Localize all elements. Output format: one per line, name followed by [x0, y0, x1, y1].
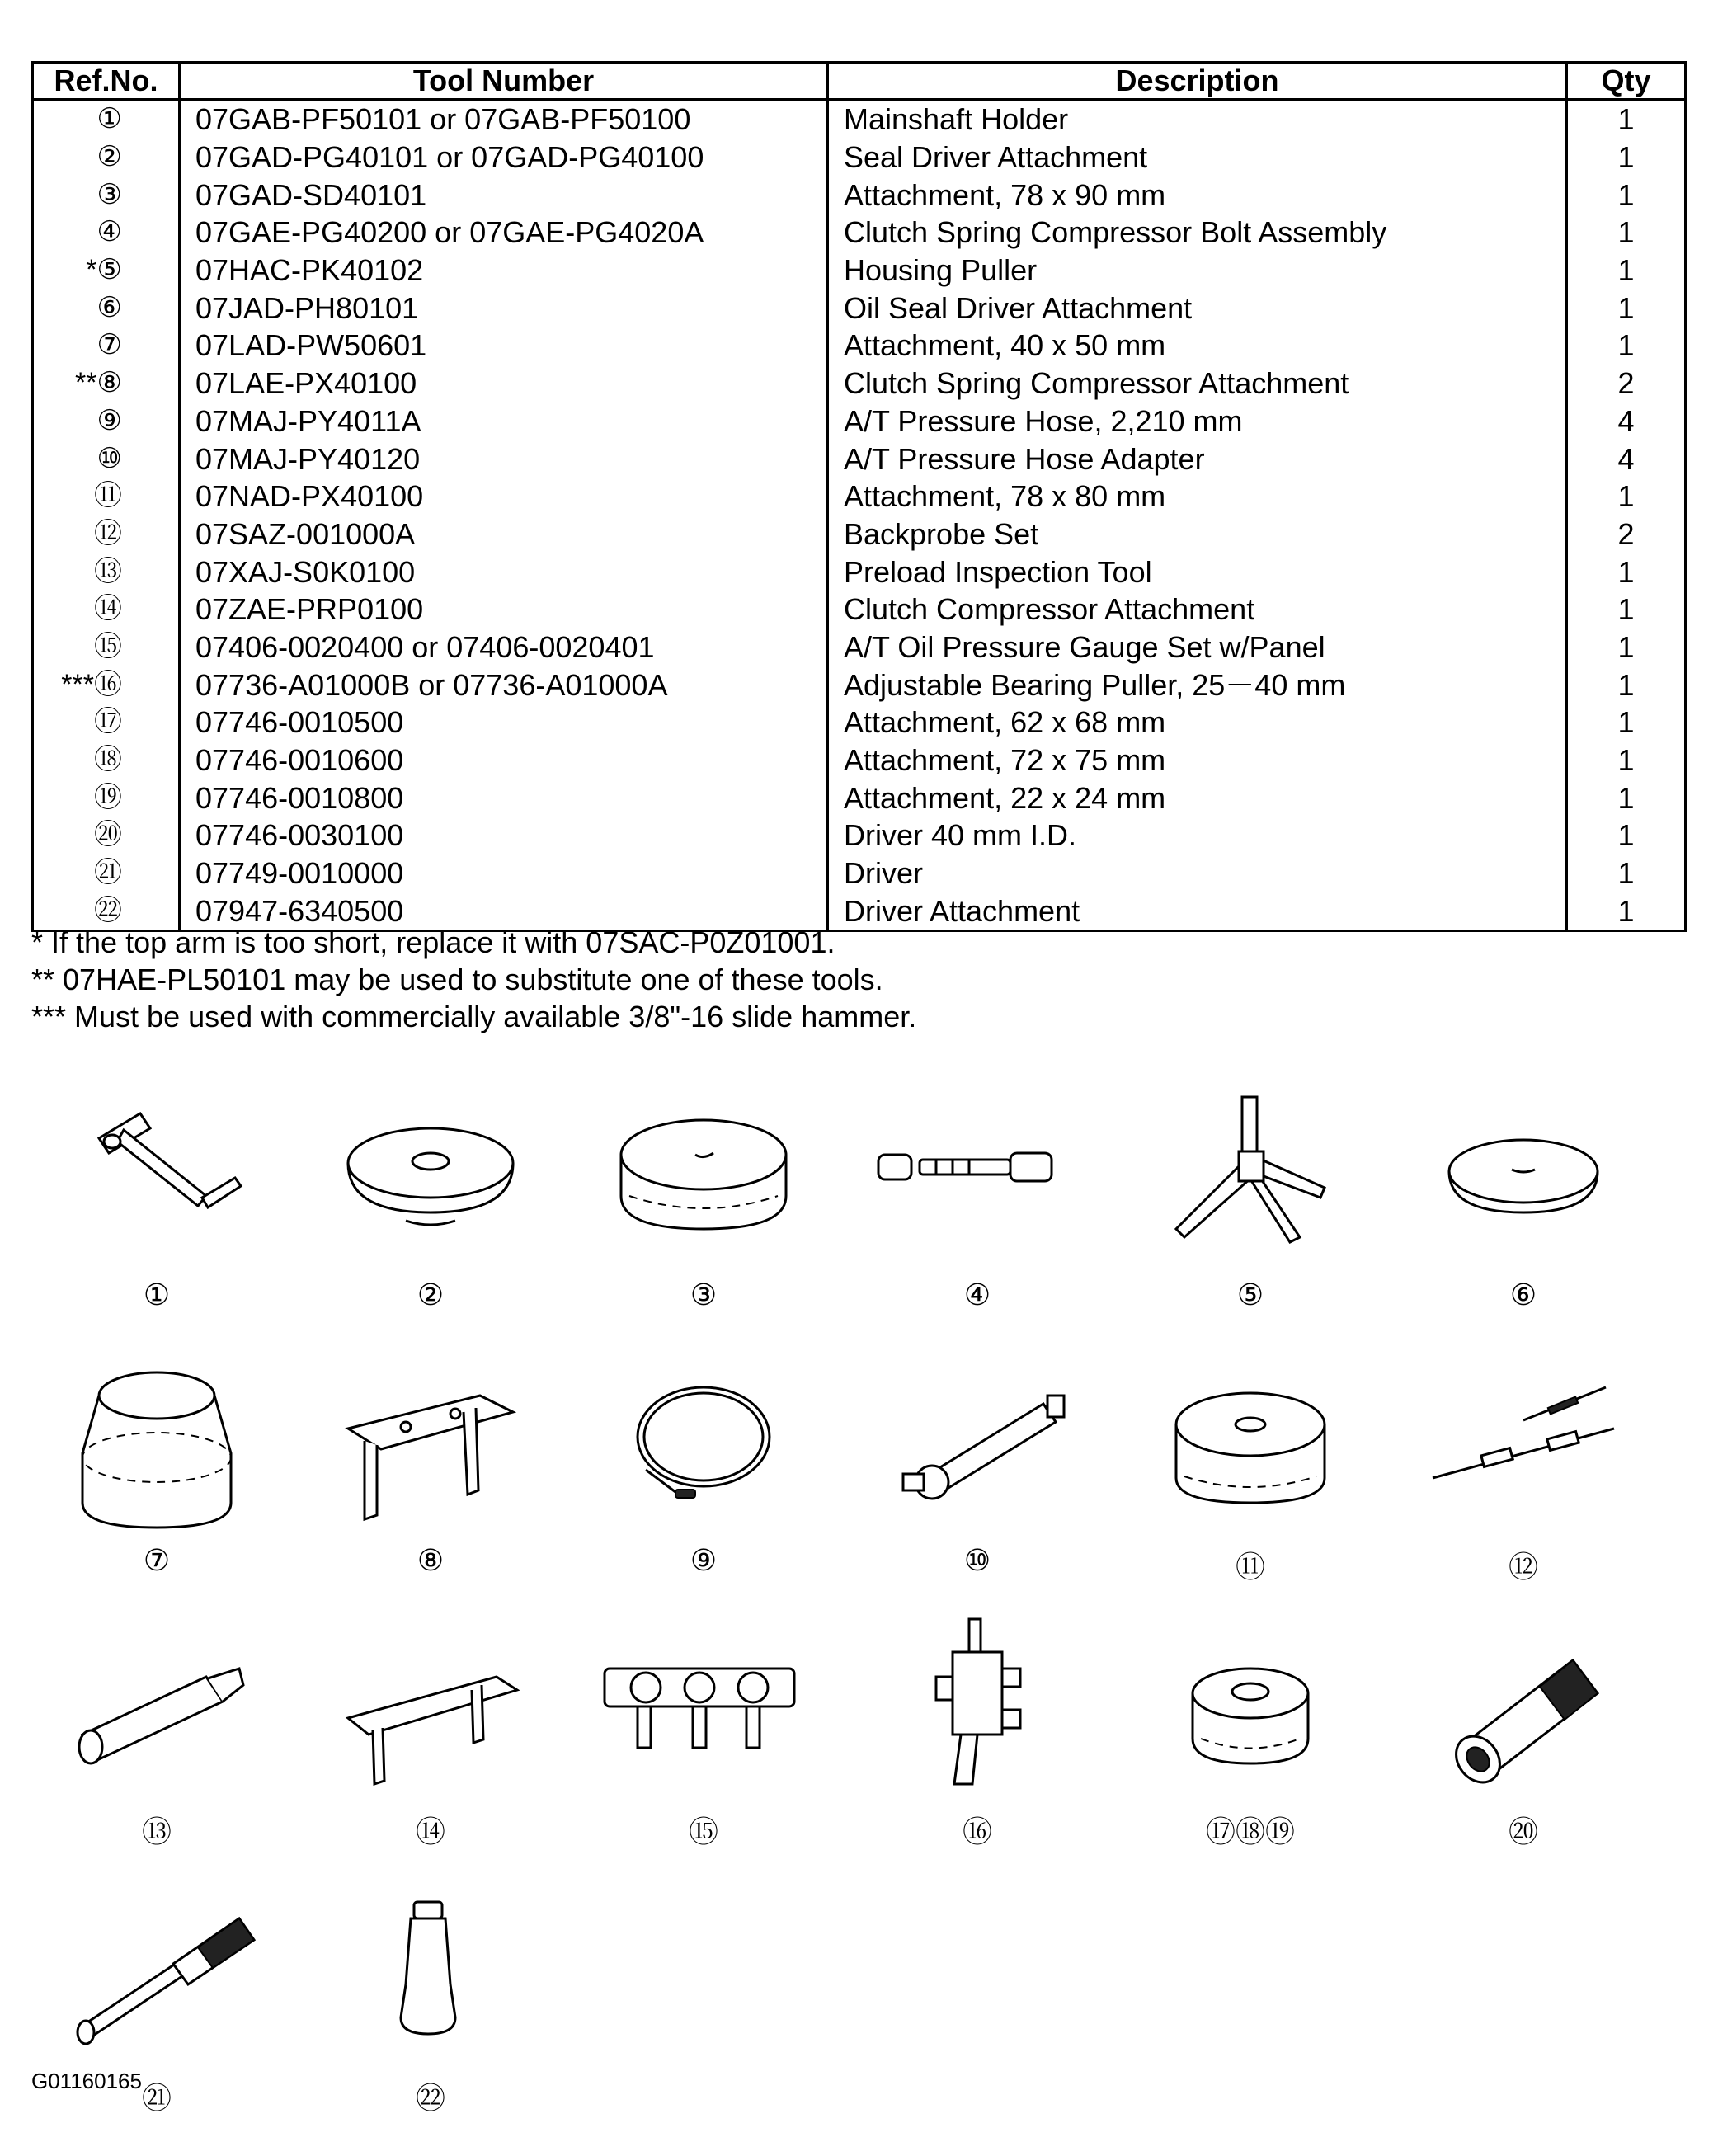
tool-number-cell: 07NAD-PX40100	[180, 478, 828, 515]
ref-no-cell: ①	[33, 100, 180, 139]
table-row	[33, 176, 1686, 214]
tool-illustration	[307, 1877, 554, 2116]
ref-no-cell: ㉑	[33, 854, 180, 892]
description-cell: Driver 40 mm I.D.	[828, 817, 1567, 854]
tool-number-cell: 07746-0010500	[180, 704, 828, 741]
tool-illustration	[854, 1346, 1101, 1585]
description-cell: Oil Seal Driver Attachment	[828, 289, 1567, 327]
ref-no-cell: ⑮	[33, 628, 180, 666]
illustration-ref-label: ⑳	[1508, 1815, 1538, 1849]
ref-no-cell: ***⑯	[33, 666, 180, 704]
ref-no-cell: ⑪	[33, 478, 180, 515]
description-cell: Adjustable Bearing Puller, 25－40 mm	[828, 666, 1567, 704]
tool-illustration	[1400, 1611, 1647, 1850]
table-row	[33, 591, 1686, 628]
qty-cell: 1	[1567, 139, 1686, 177]
table-row	[33, 365, 1686, 402]
table-row	[33, 214, 1686, 252]
tool-illustration	[1127, 1611, 1374, 1850]
tool-number-cell: 07GAB-PF50101 or 07GAB-PF50100	[180, 100, 828, 139]
table-row	[33, 628, 1686, 666]
tool-illustration	[580, 1080, 827, 1320]
illustration-ref-label: ㉑	[141, 2082, 172, 2116]
tool-illustration	[33, 1080, 280, 1320]
qty-cell: 1	[1567, 176, 1686, 214]
qty-cell: 1	[1567, 327, 1686, 365]
illustration-ref-label: ⑧	[417, 1544, 445, 1578]
tool-illustration	[580, 1611, 827, 1850]
illustration-ref-label: ⑤	[1236, 1278, 1264, 1312]
tool-number-cell: 07746-0030100	[180, 817, 828, 854]
qty-cell: 1	[1567, 289, 1686, 327]
table-row	[33, 327, 1686, 365]
illustration-ref-label: ①	[143, 1278, 171, 1312]
illustration-ref-label: ⑦	[143, 1544, 171, 1578]
qty-cell: 1	[1567, 252, 1686, 290]
illustration-ref-label: ②	[417, 1278, 445, 1312]
tool-number-cell: 07LAE-PX40100	[180, 365, 828, 402]
illustration-ref-label: ④	[963, 1278, 991, 1312]
ref-no-cell: ⑫	[33, 515, 180, 553]
tool-illustration	[33, 1346, 280, 1585]
qty-cell: 1	[1567, 854, 1686, 892]
ref-no-cell: ㉒	[33, 892, 180, 930]
description-cell: Seal Driver Attachment	[828, 139, 1567, 177]
table-row	[33, 252, 1686, 290]
description-cell: A/T Pressure Hose Adapter	[828, 440, 1567, 478]
qty-cell: 2	[1567, 515, 1686, 553]
ref-no-cell: ②	[33, 139, 180, 177]
tool-illustration	[307, 1080, 554, 1320]
tool-illustration	[33, 1611, 280, 1850]
tool-number-cell: 07XAJ-S0K0100	[180, 553, 828, 591]
qty-cell: 1	[1567, 214, 1686, 252]
tool-illustration	[1127, 1346, 1374, 1585]
ref-no-cell: ⑭	[33, 591, 180, 628]
header-ref-no: Ref.No.	[33, 63, 180, 100]
qty-cell: 1	[1567, 704, 1686, 741]
ref-no-cell: ⑩	[33, 440, 180, 478]
description-cell: Backprobe Set	[828, 515, 1567, 553]
table-row	[33, 817, 1686, 854]
description-cell: Clutch Compressor Attachment	[828, 591, 1567, 628]
tool-number-cell: 07746-0010800	[180, 779, 828, 817]
table-row	[33, 478, 1686, 515]
illustration-ref-label: ⑭	[415, 1815, 445, 1849]
ref-no-cell: **⑧	[33, 365, 180, 402]
qty-cell: 1	[1567, 591, 1686, 628]
tool-number-cell: 07GAE-PG40200 or 07GAE-PG4020A	[180, 214, 828, 252]
description-cell: Housing Puller	[828, 252, 1567, 290]
description-cell: A/T Oil Pressure Gauge Set w/Panel	[828, 628, 1567, 666]
ref-no-cell: ④	[33, 214, 180, 252]
illustration-ref-label: ⑬	[141, 1815, 172, 1849]
ref-no-cell: ⑰	[33, 704, 180, 741]
description-cell: Attachment, 72 x 75 mm	[828, 741, 1567, 779]
illustration-ref-label: ⑰⑱⑲	[1205, 1815, 1295, 1849]
description-cell: A/T Pressure Hose, 2,210 mm	[828, 402, 1567, 440]
qty-cell: 1	[1567, 100, 1686, 139]
description-cell: Driver	[828, 854, 1567, 892]
tool-number-cell: 07JAD-PH80101	[180, 289, 828, 327]
description-cell: Attachment, 62 x 68 mm	[828, 704, 1567, 741]
tool-number-cell: 07749-0010000	[180, 854, 828, 892]
qty-cell: 2	[1567, 365, 1686, 402]
tool-illustration	[1127, 1080, 1374, 1320]
qty-cell: 1	[1567, 779, 1686, 817]
special-tools-table	[31, 61, 1687, 932]
table-row	[33, 100, 1686, 139]
table-row	[33, 402, 1686, 440]
illustration-ref-label: ③	[690, 1278, 718, 1312]
ref-no-cell: ⑬	[33, 553, 180, 591]
qty-cell: 1	[1567, 892, 1686, 930]
illustration-ref-label: ⑩	[963, 1544, 991, 1578]
tool-number-cell: 07GAD-PG40101 or 07GAD-PG40100	[180, 139, 828, 177]
header-description: Description	[828, 63, 1567, 100]
illustration-ref-label: ⑯	[962, 1815, 992, 1849]
description-cell: Attachment, 40 x 50 mm	[828, 327, 1567, 365]
tool-illustration	[580, 1346, 827, 1585]
description-cell: Attachment, 78 x 80 mm	[828, 478, 1567, 515]
description-cell: Driver Attachment	[828, 892, 1567, 930]
header-qty: Qty	[1567, 63, 1686, 100]
tool-number-cell: 07746-0010600	[180, 741, 828, 779]
table-header-row	[33, 63, 1686, 100]
ref-no-cell: ⑱	[33, 741, 180, 779]
description-cell: Attachment, 22 x 24 mm	[828, 779, 1567, 817]
tool-number-cell: 07947-6340500	[180, 892, 828, 930]
qty-cell: 1	[1567, 478, 1686, 515]
qty-cell: 1	[1567, 628, 1686, 666]
table-row	[33, 741, 1686, 779]
tool-number-cell: 07HAC-PK40102	[180, 252, 828, 290]
tool-number-cell: 07MAJ-PY40120	[180, 440, 828, 478]
table-row	[33, 666, 1686, 704]
ref-no-cell: ③	[33, 176, 180, 214]
illustration-ref-label: ⑥	[1509, 1278, 1537, 1312]
table-row	[33, 553, 1686, 591]
drawing-code: G01160165	[31, 2069, 142, 2093]
ref-no-cell: ⑥	[33, 289, 180, 327]
illustration-ref-label: ⑫	[1508, 1551, 1538, 1584]
ref-no-cell: *⑤	[33, 252, 180, 290]
table-row	[33, 779, 1686, 817]
tool-number-cell: 07GAD-SD40101	[180, 176, 828, 214]
footnote-2: ** 07HAE-PL50101 may be used to substitute one of these tools.	[31, 963, 883, 996]
tool-number-cell: 07SAZ-001000A	[180, 515, 828, 553]
table-row	[33, 139, 1686, 177]
illustration-ref-label: ⑪	[1235, 1551, 1265, 1584]
description-cell: Preload Inspection Tool	[828, 553, 1567, 591]
ref-no-cell: ⑳	[33, 817, 180, 854]
illustration-ref-label: ㉒	[415, 2082, 445, 2116]
qty-cell: 1	[1567, 817, 1686, 854]
illustration-ref-label: ⑨	[690, 1544, 718, 1578]
tool-illustration	[854, 1080, 1101, 1320]
qty-cell: 4	[1567, 402, 1686, 440]
description-cell: Mainshaft Holder	[828, 100, 1567, 139]
description-cell: Clutch Spring Compressor Bolt Assembly	[828, 214, 1567, 252]
tool-number-cell: 07MAJ-PY4011A	[180, 402, 828, 440]
footnote-3: *** Must be used with commercially available 3/8"-16 slide hammer.	[31, 1000, 917, 1033]
description-cell: Attachment, 78 x 90 mm	[828, 176, 1567, 214]
footnotes	[31, 924, 916, 1035]
qty-cell: 1	[1567, 666, 1686, 704]
tool-illustration	[307, 1346, 554, 1585]
ref-no-cell: ⑨	[33, 402, 180, 440]
table-row	[33, 289, 1686, 327]
qty-cell: 4	[1567, 440, 1686, 478]
table-row	[33, 515, 1686, 553]
tool-number-cell: 07ZAE-PRP0100	[180, 591, 828, 628]
tool-illustration	[1400, 1080, 1647, 1320]
tool-illustration	[307, 1611, 554, 1850]
description-cell: Clutch Spring Compressor Attachment	[828, 365, 1567, 402]
tool-number-cell: 07406-0020400 or 07406-0020401	[180, 628, 828, 666]
table-row	[33, 854, 1686, 892]
ref-no-cell: ⑲	[33, 779, 180, 817]
ref-no-cell: ⑦	[33, 327, 180, 365]
header-tool-number: Tool Number	[180, 63, 828, 100]
tool-number-cell: 07736-A01000B or 07736-A01000A	[180, 666, 828, 704]
tool-illustration	[854, 1611, 1101, 1850]
qty-cell: 1	[1567, 741, 1686, 779]
illustration-ref-label: ⑮	[688, 1815, 718, 1849]
tool-number-cell: 07LAD-PW50601	[180, 327, 828, 365]
table-row	[33, 704, 1686, 741]
table-row	[33, 440, 1686, 478]
qty-cell: 1	[1567, 553, 1686, 591]
tool-illustration	[1400, 1346, 1647, 1585]
footnote-1: * If the top arm is too short, replace it with 07SAC-P0Z01001.	[31, 925, 835, 959]
